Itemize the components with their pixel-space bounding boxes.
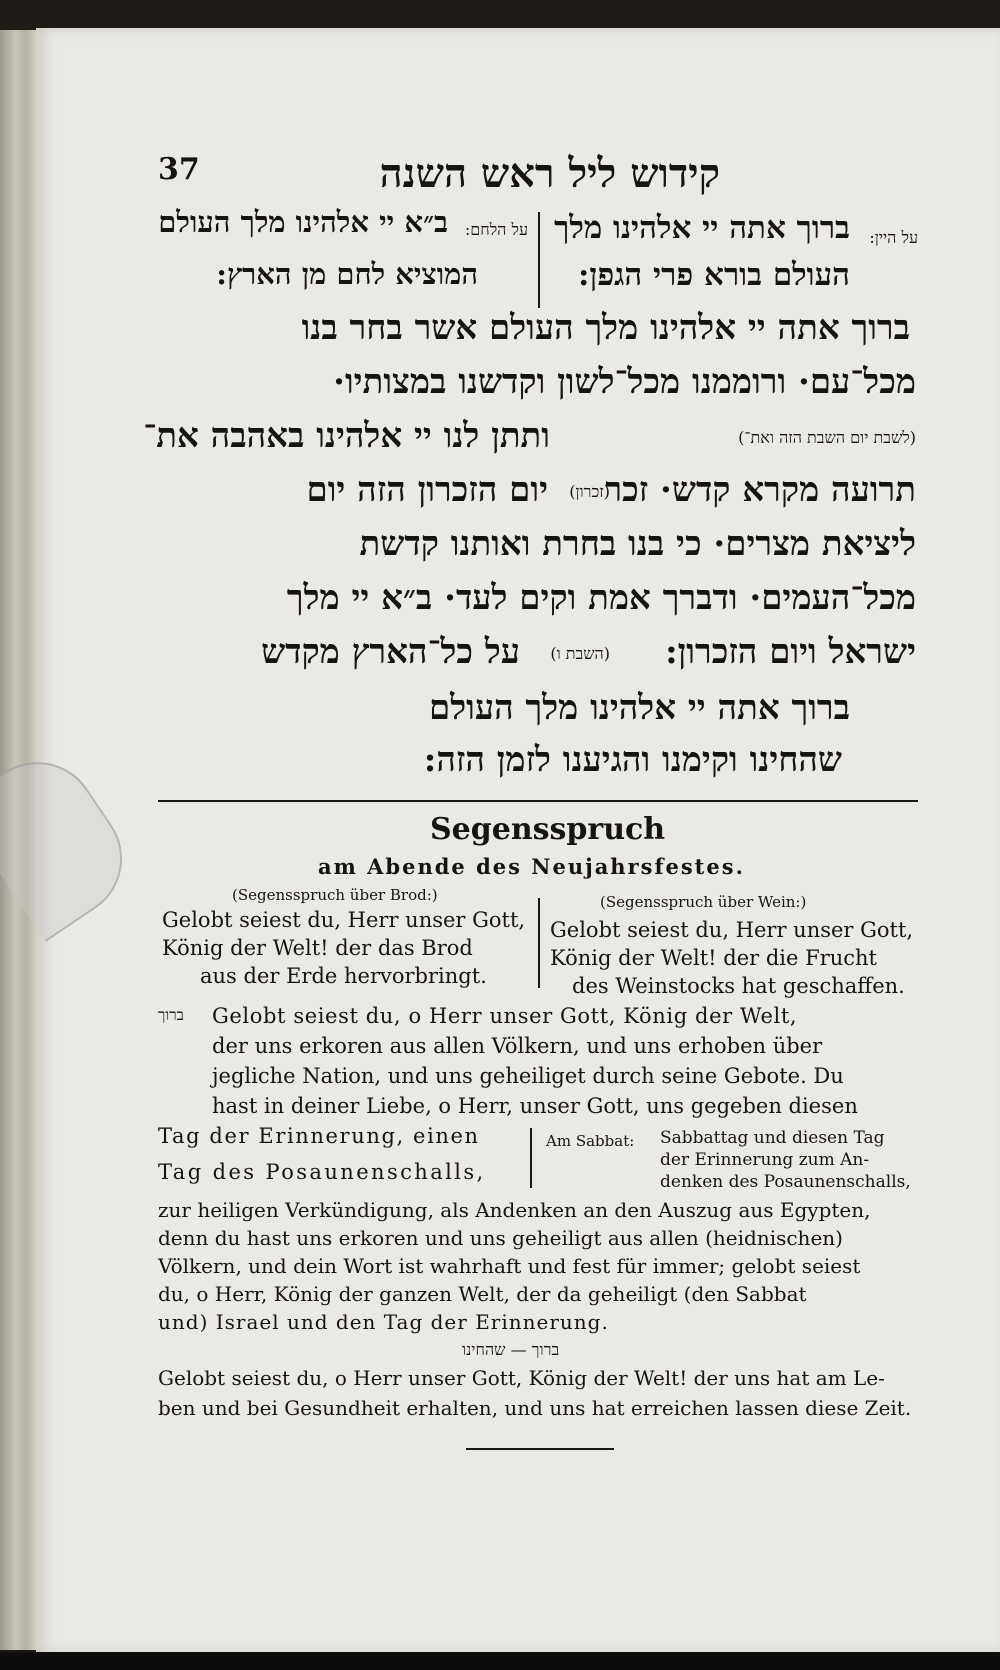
scan-bottom-border <box>0 1652 1000 1670</box>
hebrew-column-divider <box>538 212 540 308</box>
sabbath-line-2: der Erinnerung zum An- <box>660 1150 870 1170</box>
german-title: Segensspruch <box>430 812 666 847</box>
section-divider <box>158 800 918 802</box>
closing-line-2: denn du hast uns erkoren und uns geheiligt aus allen (heidnischen) <box>158 1226 843 1250</box>
sabbath-line-1: Sabbattag und diesen Tag <box>660 1128 885 1148</box>
hebrew-line-8: על כל־הארץ מקדש <box>261 632 520 672</box>
hebrew-line-7: מכל־העמים· ודברך אמת וקים לעד· ב״א יי מלך <box>286 578 916 618</box>
day-line-2: Tag des Posaunenschalls, <box>158 1160 486 1184</box>
sabbath-divider <box>530 1128 532 1188</box>
hebrew-line-9: ישראל ויום הזכרון: <box>665 632 916 672</box>
shehecheyanu-german-2: ben und bei Gesundheit erhalten, und uns hat erreichen lassen diese Zeit. <box>158 1396 912 1420</box>
closing-line-3: Völkern, und dein Wort ist wahrhaft und fest für immer; gelobt seiest <box>158 1254 861 1278</box>
bread-blessing-line-2: המוציא לחם מן הארץ: <box>216 257 478 291</box>
sabbath-label: Am Sabbat: <box>546 1132 635 1150</box>
hashabbat-note: (השבת ו) <box>550 644 610 663</box>
bread-line-1: Gelobt seiest du, Herr unser Gott, <box>162 908 526 932</box>
wine-line-1: Gelobt seiest du, Herr unser Gott, <box>550 918 914 942</box>
wine-blessing-line-1: ברוך אתה יי אלהינו מלך <box>554 210 850 246</box>
bread-line-3: aus der Erde hervorbringt. <box>200 964 487 988</box>
hebrew-line-1: ברוך אתה יי אלהינו מלך העולם אשר בחר בנו <box>301 308 910 348</box>
german-body-line-3: jegliche Nation, und uns geheiliget durch seine Gebote. Du <box>212 1064 844 1088</box>
shabbat-note: (לשבת יום השבת הזה ואת־) <box>738 428 916 447</box>
closing-line-5: und) Israel und den Tag der Erinnerung. <box>158 1310 609 1334</box>
zichron-note: (זכרון) <box>569 482 610 501</box>
closing-line-4: du, o Herr, König der ganzen Welt, der da geheiligt (den Sabbat <box>158 1282 807 1306</box>
german-subtitle: am Abende des Neujahrsfestes. <box>318 854 745 879</box>
bread-heading: (Segensspruch über Brod:) <box>232 886 438 904</box>
bread-blessing-line-1: ב״א יי אלהינו מלך העולם <box>158 205 448 239</box>
german-body-line-1: Gelobt seiest du, o Herr unser Gott, König der Welt, <box>212 1004 798 1028</box>
shehecheyanu-german-1: Gelobt seiest du, o Herr unser Gott, König der Welt! der uns hat am Le- <box>158 1366 885 1390</box>
hebrew-line-3: ותתן לנו יי אלהינו באהבה את־ <box>143 416 550 456</box>
page-header: קידוש ליל ראש השנה <box>379 150 720 197</box>
wine-blessing-line-2: העולם בורא פרי הגפן: <box>577 257 850 293</box>
bread-line-2: König der Welt! der das Brod <box>162 936 473 960</box>
wine-label: על היין: <box>869 228 918 247</box>
end-divider <box>466 1448 614 1450</box>
shehecheyanu-hebrew-2: שהחינו וקימנו והגיענו לזמן הזה: <box>423 740 842 780</box>
day-line-1: Tag der Erinnerung, einen <box>158 1124 480 1148</box>
hebrew-line-5: תרועה מקרא קדש· זכר <box>605 470 916 510</box>
shehecheyanu-heading: ברוך — שהחינו <box>462 1340 560 1359</box>
hebrew-line-2: מכל־עם· ורוממנו מכל־לשון וקדשנו במצותיו· <box>333 362 916 402</box>
sabbath-line-3: denken des Posaunenschalls, <box>660 1172 911 1192</box>
closing-line-1: zur heiligen Verkündigung, als Andenken an den Auszug aus Egypten, <box>158 1198 871 1222</box>
scan-top-border <box>0 0 1000 30</box>
wine-line-3: des Weinstocks hat geschaffen. <box>572 974 905 998</box>
page-number: 37 <box>158 152 200 187</box>
german-body-line-4: hast in deiner Liebe, o Herr, unser Gott, uns gegeben diesen <box>212 1094 858 1118</box>
wine-heading: (Segensspruch über Wein:) <box>600 893 807 911</box>
german-body-line-2: der uns erkoren aus allen Völkern, und uns erhoben über <box>212 1034 823 1058</box>
german-column-divider <box>538 898 540 988</box>
baruch-marker: ברוך <box>158 1006 184 1024</box>
bread-label: על הלחם: <box>464 220 528 239</box>
hebrew-line-6: ליציאת מצרים· כי בנו בחרת ואותנו קדשת <box>359 524 916 564</box>
hebrew-line-4: יום הזכרון הזה יום <box>306 470 548 510</box>
wine-line-2: König der Welt! der die Frucht <box>550 946 877 970</box>
shehecheyanu-hebrew-1: ברוך אתה יי אלהינו מלך העולם <box>429 688 850 728</box>
